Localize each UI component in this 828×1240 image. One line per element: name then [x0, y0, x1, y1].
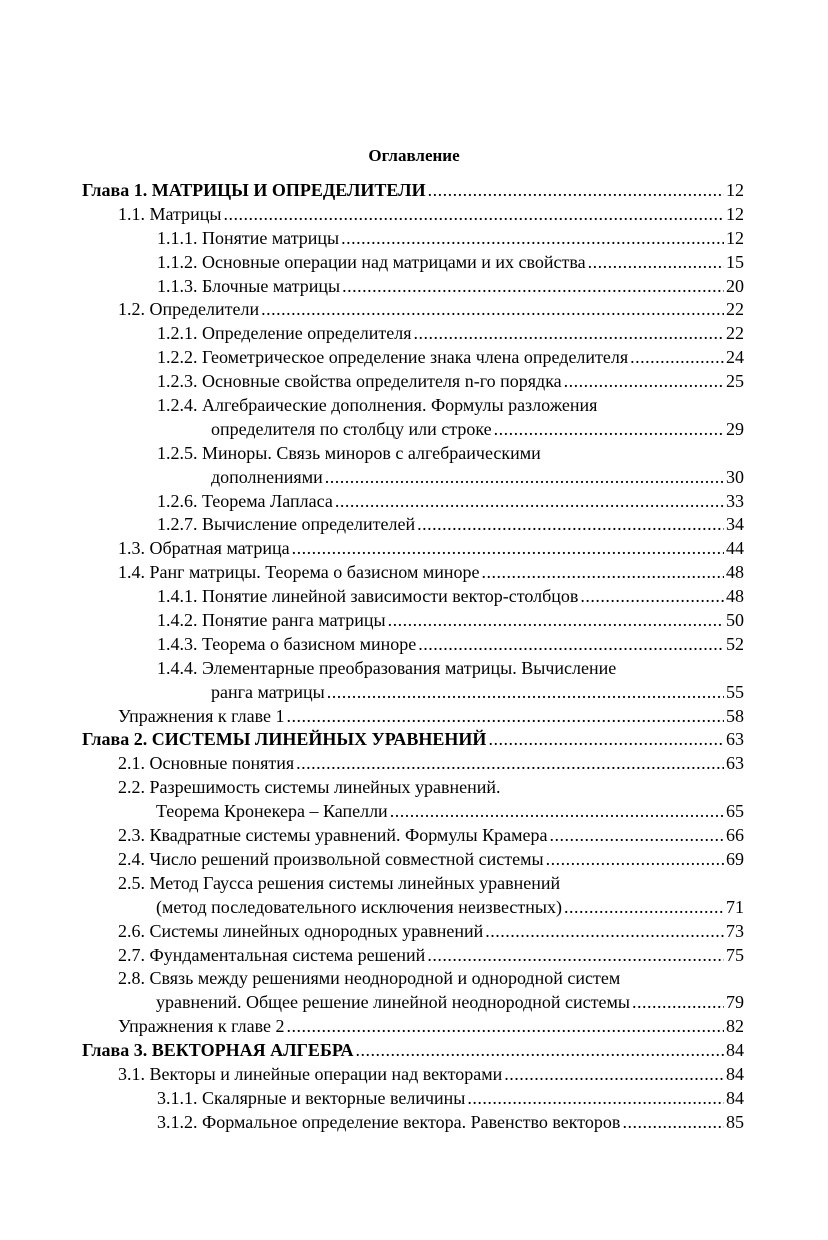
dot-leader	[488, 728, 724, 752]
toc-entry-title: 1.3. Обратная матрица	[118, 538, 290, 559]
toc-entry-line	[82, 442, 744, 466]
toc-entry	[82, 920, 744, 944]
toc-entry-title: 1.1.1. Понятие матрицы	[157, 227, 340, 248]
toc-entry	[82, 1015, 744, 1039]
toc-page-number: 15	[726, 251, 744, 272]
toc-entry-title: Упражнения к главе 1	[118, 705, 285, 726]
toc-entry	[82, 346, 744, 370]
dot-leader	[632, 991, 724, 1015]
toc-page-number: 55	[726, 681, 744, 702]
dot-leader	[335, 490, 724, 514]
toc-entry	[82, 251, 744, 275]
toc-entry	[82, 633, 744, 657]
dot-leader	[388, 609, 724, 633]
toc-entry	[82, 1087, 744, 1111]
toc-entry	[82, 322, 744, 346]
toc-entry	[82, 585, 744, 609]
toc-entry	[82, 561, 744, 585]
toc-entry-title: ранга матрицы	[211, 681, 325, 702]
dot-leader	[327, 681, 724, 705]
toc-entry-title: уравнений. Общее решение линейной неоднородной системы	[156, 992, 630, 1013]
toc-page-number: 63	[726, 753, 744, 774]
dot-leader	[342, 275, 724, 299]
toc-entry-title: 1.1.3. Блочные матрицы	[157, 275, 341, 296]
toc-entry-line	[82, 776, 744, 800]
dot-leader	[286, 705, 724, 729]
toc-page-number: 84	[726, 1063, 744, 1084]
toc-entry-title: 2.2. Разрешимость системы линейных уравнений.	[118, 777, 501, 798]
dot-leader	[286, 1015, 724, 1039]
dot-leader	[622, 1111, 724, 1135]
toc-entry-title: 1.4.4. Элементарные преобразования матрицы. Вычисление	[157, 657, 617, 678]
toc-entry-title: 1.2.4. Алгебраические дополнения. Формулы разложения	[157, 395, 598, 416]
toc-entry	[82, 991, 744, 1015]
toc-entry	[82, 275, 744, 299]
toc-entry	[82, 728, 744, 752]
toc-entry-title: 1.2. Определители	[118, 299, 260, 320]
toc-entry-title: 3.1.2. Формальное определение вектора. Равенство векторов	[157, 1111, 621, 1132]
toc-page-number: 22	[726, 323, 744, 344]
toc-page-number: 20	[726, 275, 744, 296]
toc-entry	[82, 370, 744, 394]
toc-entry-title: дополнениями	[211, 466, 323, 487]
dot-leader	[325, 466, 724, 490]
dot-leader	[341, 227, 724, 251]
toc-entry-title: Упражнения к главе 2	[118, 1016, 285, 1037]
dot-leader	[546, 848, 724, 872]
toc-entry-title: 1.4.3. Теорема о базисном миноре	[157, 633, 417, 654]
dot-leader	[482, 561, 724, 585]
toc-page-number: 58	[726, 705, 744, 726]
toc-page-number: 75	[726, 944, 744, 965]
toc-entry-title: 2.6. Системы линейных однородных уравнений	[118, 920, 484, 941]
dot-leader	[223, 203, 724, 227]
toc-entry	[82, 800, 744, 824]
toc-entry	[82, 1039, 744, 1063]
toc-entry-title: Глава 1. МАТРИЦЫ И ОПРЕДЕЛИТЕЛИ	[82, 180, 426, 200]
toc-entry-title: 2.4. Число решений произвольной совместной системы	[118, 848, 544, 869]
dot-leader	[494, 418, 724, 442]
toc-entry	[82, 752, 744, 776]
dot-leader	[564, 370, 724, 394]
toc-entry-title: 2.5. Метод Гаусса решения системы линейных уравнений	[118, 872, 561, 893]
toc-page-number: 84	[726, 1087, 744, 1108]
toc-entry	[82, 609, 744, 633]
toc-page-number: 22	[726, 299, 744, 320]
dot-leader	[428, 179, 724, 203]
toc-page-number: 33	[726, 490, 744, 511]
toc-entry-title: 1.4. Ранг матрицы. Теорема о базисном миноре	[118, 562, 480, 583]
toc-entry-title: Теорема Кронекера – Капелли	[156, 801, 388, 822]
dot-leader	[467, 1087, 724, 1111]
dot-leader	[564, 896, 724, 920]
toc-page-number: 85	[726, 1111, 744, 1132]
toc-page-number: 52	[726, 633, 744, 654]
toc-entry-title: 1.2.3. Основные свойства определителя n-го порядка	[157, 371, 562, 392]
toc-page-number: 69	[726, 848, 744, 869]
toc-page-number: 44	[726, 538, 744, 559]
toc-entry	[82, 513, 744, 537]
toc-entry	[82, 179, 744, 203]
toc-entry	[82, 537, 744, 561]
toc-entry-line	[82, 967, 744, 991]
dot-leader	[485, 920, 724, 944]
toc-entry-title: 1.2.6. Теорема Лапласа	[157, 490, 333, 511]
toc-entry	[82, 203, 744, 227]
toc-entry-line	[82, 657, 744, 681]
toc-page-number: 29	[726, 418, 744, 439]
toc-entry-title: 2.1. Основные понятия	[118, 753, 295, 774]
toc-entry-title: (метод последовательного исключения неизвестных)	[156, 896, 562, 917]
dot-leader	[580, 585, 724, 609]
toc-entry-title: 1.2.1. Определение определителя	[157, 323, 412, 344]
dot-leader	[630, 346, 724, 370]
page-title: Оглавление	[368, 146, 460, 165]
dot-leader	[296, 752, 724, 776]
dot-leader	[504, 1063, 724, 1087]
toc-entry	[82, 490, 744, 514]
toc-entry	[82, 896, 744, 920]
toc-page-number: 79	[726, 992, 744, 1013]
toc-entry	[82, 848, 744, 872]
toc-page-number: 12	[726, 227, 744, 248]
toc-entry	[82, 418, 744, 442]
toc-entry	[82, 1111, 744, 1135]
toc-page-number: 84	[726, 1040, 744, 1061]
toc-entry-title: 1.1. Матрицы	[118, 203, 222, 224]
dot-leader	[390, 800, 724, 824]
toc-entry-title: 1.1.2. Основные операции над матрицами и их свойства	[157, 251, 586, 272]
dot-leader	[549, 824, 724, 848]
toc-page-number: 25	[726, 371, 744, 392]
toc-entry-title: 1.4.2. Понятие ранга матрицы	[157, 610, 386, 631]
toc-page-number: 66	[726, 825, 744, 846]
dot-leader	[418, 633, 724, 657]
toc-entry-title: Глава 3. ВЕКТОРНАЯ АЛГЕБРА	[82, 1040, 354, 1061]
dot-leader	[261, 298, 724, 322]
toc-entry	[82, 824, 744, 848]
toc-entry	[82, 681, 744, 705]
toc-entry-title: 1.2.5. Миноры. Связь миноров с алгебраическими	[157, 442, 541, 463]
toc-entry-title: 1.4.1. Понятие линейной зависимости вектор-столбцов	[157, 586, 579, 607]
toc-entry	[82, 705, 744, 729]
toc-page-number: 48	[726, 562, 744, 583]
toc-page-number: 24	[726, 347, 744, 368]
toc-entry	[82, 1063, 744, 1087]
toc-entry-title: 1.2.7. Вычисление определителей	[157, 514, 416, 535]
dot-leader	[356, 1039, 724, 1063]
toc-entry-title: 2.3. Квадратные системы уравнений. Формулы Крамера	[118, 825, 548, 846]
toc-entry-line	[82, 394, 744, 418]
toc-page-number: 48	[726, 586, 744, 607]
dot-leader	[292, 537, 724, 561]
toc-entry	[82, 298, 744, 322]
toc-entry	[82, 227, 744, 251]
toc-page-number: 12	[726, 203, 744, 224]
dot-leader	[588, 251, 724, 275]
toc-page-number: 63	[726, 729, 744, 750]
toc-page-number: 50	[726, 610, 744, 631]
toc-entry	[82, 944, 744, 968]
toc-entry-title: 3.1.1. Скалярные и векторные величины	[157, 1087, 466, 1108]
toc-entry-title: 2.7. Фундаментальная система решений	[118, 944, 426, 965]
toc-entry-line	[82, 872, 744, 896]
toc-page-number: 71	[726, 896, 744, 917]
toc-entry-title: Глава 2. СИСТЕМЫ ЛИНЕЙНЫХ УРАВНЕНИЙ	[82, 729, 487, 750]
toc-page-number: 34	[726, 514, 744, 535]
toc-page-number: 30	[726, 466, 744, 487]
toc-page-number: 73	[726, 920, 744, 941]
toc-entry-title: 2.8. Связь между решениями неоднородной и однородной систем	[118, 968, 621, 989]
toc-page-number: 65	[726, 801, 744, 822]
dot-leader	[427, 944, 724, 968]
toc-entry	[82, 466, 744, 490]
toc-entry-title: 1.2.2. Геометрическое определение знака члена определителя	[157, 347, 629, 368]
toc-page-number: 82	[726, 1016, 744, 1037]
table-of-contents	[82, 179, 744, 1135]
toc-page-number: 12	[726, 180, 744, 200]
dot-leader	[414, 322, 724, 346]
dot-leader	[417, 513, 724, 537]
toc-entry-title: определителя по столбцу или строке	[211, 418, 492, 439]
toc-entry-title: 3.1. Векторы и линейные операции над векторами	[118, 1063, 503, 1084]
